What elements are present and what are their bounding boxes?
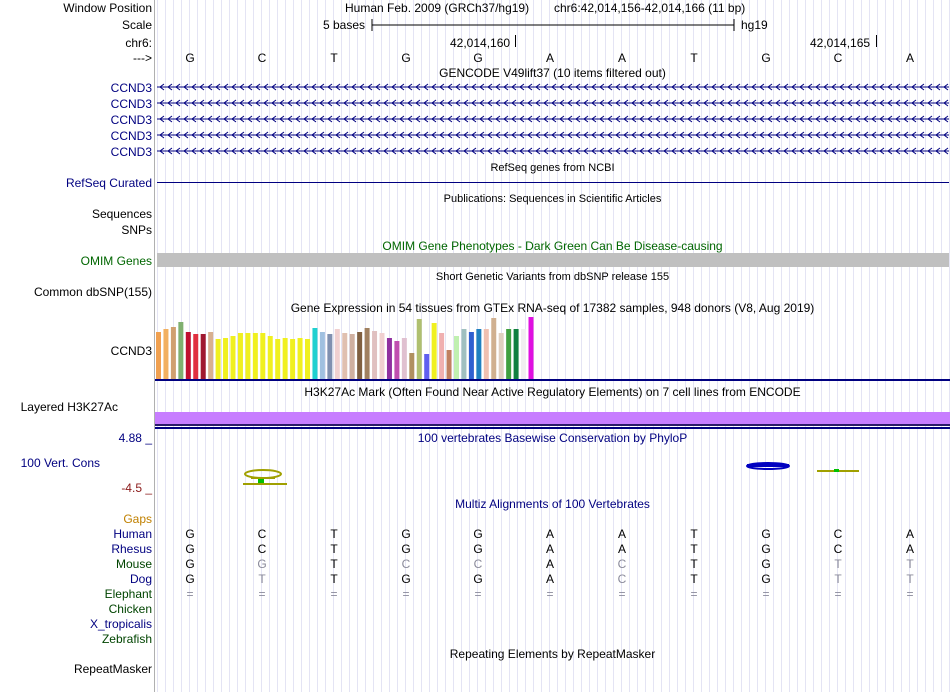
- species-label-elephant[interactable]: Elephant: [104, 587, 152, 601]
- gtex-tissue-bar[interactable]: [193, 334, 198, 379]
- h3k27ac-bottom-line: [155, 427, 950, 429]
- gene-model-ccnd3[interactable]: [157, 146, 949, 156]
- alignment-base-human: G: [401, 527, 411, 541]
- gaps-label: Gaps: [123, 512, 152, 526]
- alignment-base-rhesus: T: [330, 542, 338, 556]
- gtex-tissue-bar[interactable]: [298, 338, 303, 379]
- alignment-base-rhesus: G: [185, 542, 195, 556]
- alignment-base-human: A: [905, 527, 914, 541]
- gtex-tissue-bar[interactable]: [476, 329, 481, 379]
- alignment-base-dog: C: [617, 572, 627, 586]
- gtex-tissue-bar[interactable]: [268, 336, 273, 379]
- refseq-gene-line[interactable]: [157, 182, 949, 183]
- gtex-tissue-bar[interactable]: [380, 333, 385, 379]
- gene-label-ccnd3[interactable]: CCND3: [110, 129, 152, 143]
- scale-bases-text: 5 bases: [323, 18, 366, 32]
- publications-track-title: Publications: Sequences in Scientific Articles: [443, 193, 662, 205]
- alignment-base-elephant: =: [474, 587, 482, 601]
- gtex-tissue-bar[interactable]: [506, 329, 511, 379]
- reference-base: A: [545, 51, 554, 65]
- gene-label-ccnd3[interactable]: CCND3: [110, 113, 152, 127]
- gtex-tissue-bar[interactable]: [238, 333, 243, 379]
- gene-model-ccnd3[interactable]: [157, 98, 949, 108]
- reference-base: T: [690, 51, 698, 65]
- refseq-track-title: RefSeq genes from NCBI: [490, 162, 615, 174]
- h3k27ac-track-label[interactable]: Layered H3K27Ac: [20, 400, 118, 414]
- alignment-base-dog: G: [401, 572, 411, 586]
- gtex-tissue-bar[interactable]: [320, 332, 325, 379]
- gtex-tissue-bar[interactable]: [312, 328, 317, 379]
- gtex-tissue-bar[interactable]: [223, 338, 228, 379]
- gene-model-ccnd3[interactable]: [157, 114, 949, 124]
- alignment-base-rhesus: T: [690, 542, 698, 556]
- gtex-tissue-bar[interactable]: [424, 354, 429, 379]
- gtex-tissue-bar[interactable]: [365, 328, 370, 379]
- alignment-base-elephant: =: [690, 587, 698, 601]
- alignment-base-human: T: [690, 527, 698, 541]
- alignment-base-mouse: G: [185, 557, 195, 571]
- alignment-base-mouse: T: [906, 557, 914, 571]
- reference-base: G: [473, 51, 483, 65]
- gtex-tissue-bar[interactable]: [283, 338, 288, 379]
- alignment-base-rhesus: G: [761, 542, 771, 556]
- gtex-tissue-bar[interactable]: [484, 329, 489, 379]
- gtex-tissue-bar[interactable]: [350, 334, 355, 379]
- phylop-track-title: 100 vertebrates Basewise Conservation by PhyloP: [417, 431, 688, 445]
- gene-model-ccnd3[interactable]: [157, 130, 949, 140]
- scale-bar: [370, 18, 736, 32]
- gtex-tissue-bar[interactable]: [409, 353, 414, 379]
- gtex-tissue-bar[interactable]: [245, 333, 250, 379]
- alignment-base-elephant: =: [762, 587, 770, 601]
- alignment-base-dog: T: [258, 572, 266, 586]
- alignment-base-mouse: G: [257, 557, 267, 571]
- omim-track-label[interactable]: OMIM Genes: [80, 254, 152, 268]
- alignment-base-dog: T: [906, 572, 914, 586]
- alignment-base-human: G: [185, 527, 195, 541]
- ruler-tick-label: 42,014,160: [450, 36, 511, 50]
- h3k27ac-baseline: [155, 424, 950, 426]
- window-position-text: chr6:42,014,156-42,014,166 (11 bp): [554, 1, 746, 15]
- species-label-rhesus[interactable]: Rhesus: [111, 542, 152, 556]
- alignment-base-mouse: T: [330, 557, 338, 571]
- gtex-tissue-bar[interactable]: [201, 334, 206, 379]
- strand-arrow-label[interactable]: --->: [133, 51, 152, 65]
- gtex-tissue-bar[interactable]: [231, 336, 236, 379]
- gtex-tissue-bar[interactable]: [171, 327, 176, 379]
- gene-label-ccnd3[interactable]: CCND3: [110, 145, 152, 159]
- alignment-base-mouse: G: [761, 557, 771, 571]
- alignment-base-dog: T: [834, 572, 842, 586]
- omim-track-title: OMIM Gene Phenotypes - Dark Green Can Be Disease-causing: [382, 239, 723, 253]
- alignment-base-mouse: T: [690, 557, 698, 571]
- alignment-base-mouse: C: [617, 557, 627, 571]
- alignment-base-elephant: =: [258, 587, 266, 601]
- alignment-base-elephant: =: [402, 587, 410, 601]
- gtex-tissue-bar[interactable]: [491, 318, 496, 379]
- alignment-base-human: C: [833, 527, 843, 541]
- gtex-tissue-bar[interactable]: [461, 329, 466, 379]
- alignment-base-mouse: A: [545, 557, 554, 571]
- alignment-base-elephant: =: [330, 587, 338, 601]
- species-label-chicken[interactable]: Chicken: [108, 602, 152, 616]
- alignment-base-human: C: [257, 527, 267, 541]
- multiz-track-title: Multiz Alignments of 100 Vertebrates: [455, 497, 650, 511]
- gtex-tissue-bar[interactable]: [178, 322, 183, 379]
- alignment-base-human: A: [617, 527, 626, 541]
- alignment-base-human: A: [545, 527, 554, 541]
- gtex-tissue-bar[interactable]: [216, 339, 221, 379]
- ruler-tick: [515, 35, 516, 47]
- dbsnp-track-label[interactable]: Common dbSNP(155): [33, 285, 152, 299]
- alignment-base-rhesus: C: [833, 542, 843, 556]
- gtex-tissue-bar[interactable]: [439, 333, 444, 379]
- conservation-max-label: 4.88 _: [118, 431, 152, 445]
- alignment-base-dog: A: [545, 572, 554, 586]
- alignment-base-rhesus: A: [545, 542, 554, 556]
- gtex-tissue-bar[interactable]: [402, 338, 407, 379]
- species-label-mouse[interactable]: Mouse: [115, 557, 152, 571]
- dbsnp-track-title: Short Genetic Variants from dbSNP release 155: [435, 271, 670, 283]
- refseq-track-label[interactable]: RefSeq Curated: [65, 176, 152, 190]
- reference-base: G: [401, 51, 411, 65]
- gtex-tissue-bar[interactable]: [290, 339, 295, 379]
- gtex-tissue-bar[interactable]: [208, 332, 213, 379]
- alignment-base-elephant: =: [546, 587, 554, 601]
- repeatmasker-track-label[interactable]: RepeatMasker: [73, 662, 152, 676]
- alignment-base-dog: T: [330, 572, 338, 586]
- gtex-tissue-bar[interactable]: [499, 333, 504, 379]
- gtex-tissue-bar[interactable]: [417, 319, 422, 379]
- reference-base: C: [833, 51, 843, 65]
- species-label-x-tropicalis[interactable]: X_tropicalis: [89, 617, 152, 631]
- gtex-tissue-bar[interactable]: [156, 332, 161, 379]
- alignment-base-rhesus: A: [905, 542, 914, 556]
- gtex-tissue-bar[interactable]: [335, 329, 340, 379]
- h3k27ac-track-title: H3K27Ac Mark (Often Found Near Active Regulatory Elements) on 7 cell lines from ENCODE: [304, 385, 801, 399]
- gtex-tissue-bar[interactable]: [432, 323, 437, 379]
- conservation-min-label: -4.5 _: [121, 481, 152, 495]
- gtex-tissue-bar[interactable]: [305, 339, 310, 379]
- gtex-tissue-bar[interactable]: [253, 333, 258, 379]
- gtex-tissue-bar[interactable]: [521, 329, 526, 379]
- alignment-base-dog: G: [473, 572, 483, 586]
- gene-label-ccnd3[interactable]: CCND3: [110, 81, 152, 95]
- repeatmasker-track-title: Repeating Elements by RepeatMasker: [449, 647, 656, 661]
- chromosome-label: chr6:: [125, 36, 152, 50]
- snps-track-label[interactable]: SNPs: [121, 223, 152, 237]
- ruler-tick: [876, 35, 877, 47]
- gtex-tissue-bar[interactable]: [372, 331, 377, 379]
- gencode-track-title: GENCODE V49lift37 (10 items filtered out): [439, 66, 666, 80]
- reference-base: A: [617, 51, 626, 65]
- alignment-base-elephant: =: [186, 587, 194, 601]
- assembly-name: Human Feb. 2009 (GRCh37/hg19): [345, 1, 530, 15]
- reference-base: G: [761, 51, 771, 65]
- alignment-base-rhesus: C: [257, 542, 267, 556]
- gtex-tissue-bar[interactable]: [454, 336, 459, 379]
- reference-base: G: [185, 51, 195, 65]
- gtex-track-label[interactable]: CCND3: [110, 344, 152, 358]
- gtex-tissue-bar[interactable]: [447, 350, 452, 379]
- scale-db-text: hg19: [741, 18, 768, 32]
- alignment-base-elephant: =: [834, 587, 842, 601]
- alignment-base-rhesus: A: [617, 542, 626, 556]
- omim-gene-bar[interactable]: [157, 253, 949, 267]
- reference-base: C: [257, 51, 267, 65]
- gtex-tissue-bar[interactable]: [260, 333, 265, 379]
- reference-base: A: [905, 51, 914, 65]
- alignment-base-dog: G: [185, 572, 195, 586]
- phylop-conservation-plot[interactable]: [155, 455, 950, 495]
- alignment-base-human: G: [761, 527, 771, 541]
- gtex-tissue-bar[interactable]: [514, 329, 519, 379]
- gtex-tissue-bar[interactable]: [394, 341, 399, 379]
- window-position-label: Window Position: [63, 1, 152, 15]
- gtex-tissue-bar[interactable]: [357, 332, 362, 379]
- alignment-base-dog: T: [690, 572, 698, 586]
- gtex-tissue-bar[interactable]: [275, 339, 280, 379]
- conservation-track-label[interactable]: 100 Vert. Cons: [20, 456, 100, 470]
- alignment-base-elephant: =: [618, 587, 626, 601]
- gene-model-ccnd3[interactable]: [157, 82, 949, 92]
- gtex-tissue-bar[interactable]: [342, 333, 347, 379]
- alignment-base-dog: G: [761, 572, 771, 586]
- species-label-human[interactable]: Human: [113, 527, 152, 541]
- gtex-tissue-bar[interactable]: [186, 332, 191, 379]
- gtex-tissue-bar[interactable]: [529, 317, 534, 379]
- alignment-base-elephant: =: [906, 587, 914, 601]
- alignment-base-mouse: C: [473, 557, 483, 571]
- species-label-zebrafish[interactable]: Zebrafish: [101, 632, 152, 646]
- alignment-base-mouse: C: [401, 557, 411, 571]
- reference-base: T: [330, 51, 338, 65]
- species-label-dog[interactable]: Dog: [129, 572, 152, 586]
- h3k27ac-signal[interactable]: [155, 412, 950, 424]
- gtex-track-title: Gene Expression in 54 tissues from GTEx RNA-seq of 17382 samples, 948 donors (V8, Aug 2019): [290, 301, 815, 315]
- gtex-tissue-bar[interactable]: [163, 329, 168, 379]
- ruler-tick-label: 42,014,165: [810, 36, 871, 50]
- gtex-baseline: [155, 379, 950, 381]
- gtex-tissue-bar[interactable]: [387, 338, 392, 379]
- gtex-expression-chart[interactable]: [155, 316, 950, 382]
- sequences-track-label[interactable]: Sequences: [91, 207, 152, 221]
- alignment-base-rhesus: G: [473, 542, 483, 556]
- gtex-tissue-bar[interactable]: [469, 332, 474, 379]
- scale-label: Scale: [121, 18, 152, 32]
- alignment-base-human: T: [330, 527, 338, 541]
- alignment-base-human: G: [473, 527, 483, 541]
- gene-label-ccnd3[interactable]: CCND3: [110, 97, 152, 111]
- gtex-tissue-bar[interactable]: [327, 334, 332, 379]
- alignment-base-mouse: T: [834, 557, 842, 571]
- alignment-base-rhesus: G: [401, 542, 411, 556]
